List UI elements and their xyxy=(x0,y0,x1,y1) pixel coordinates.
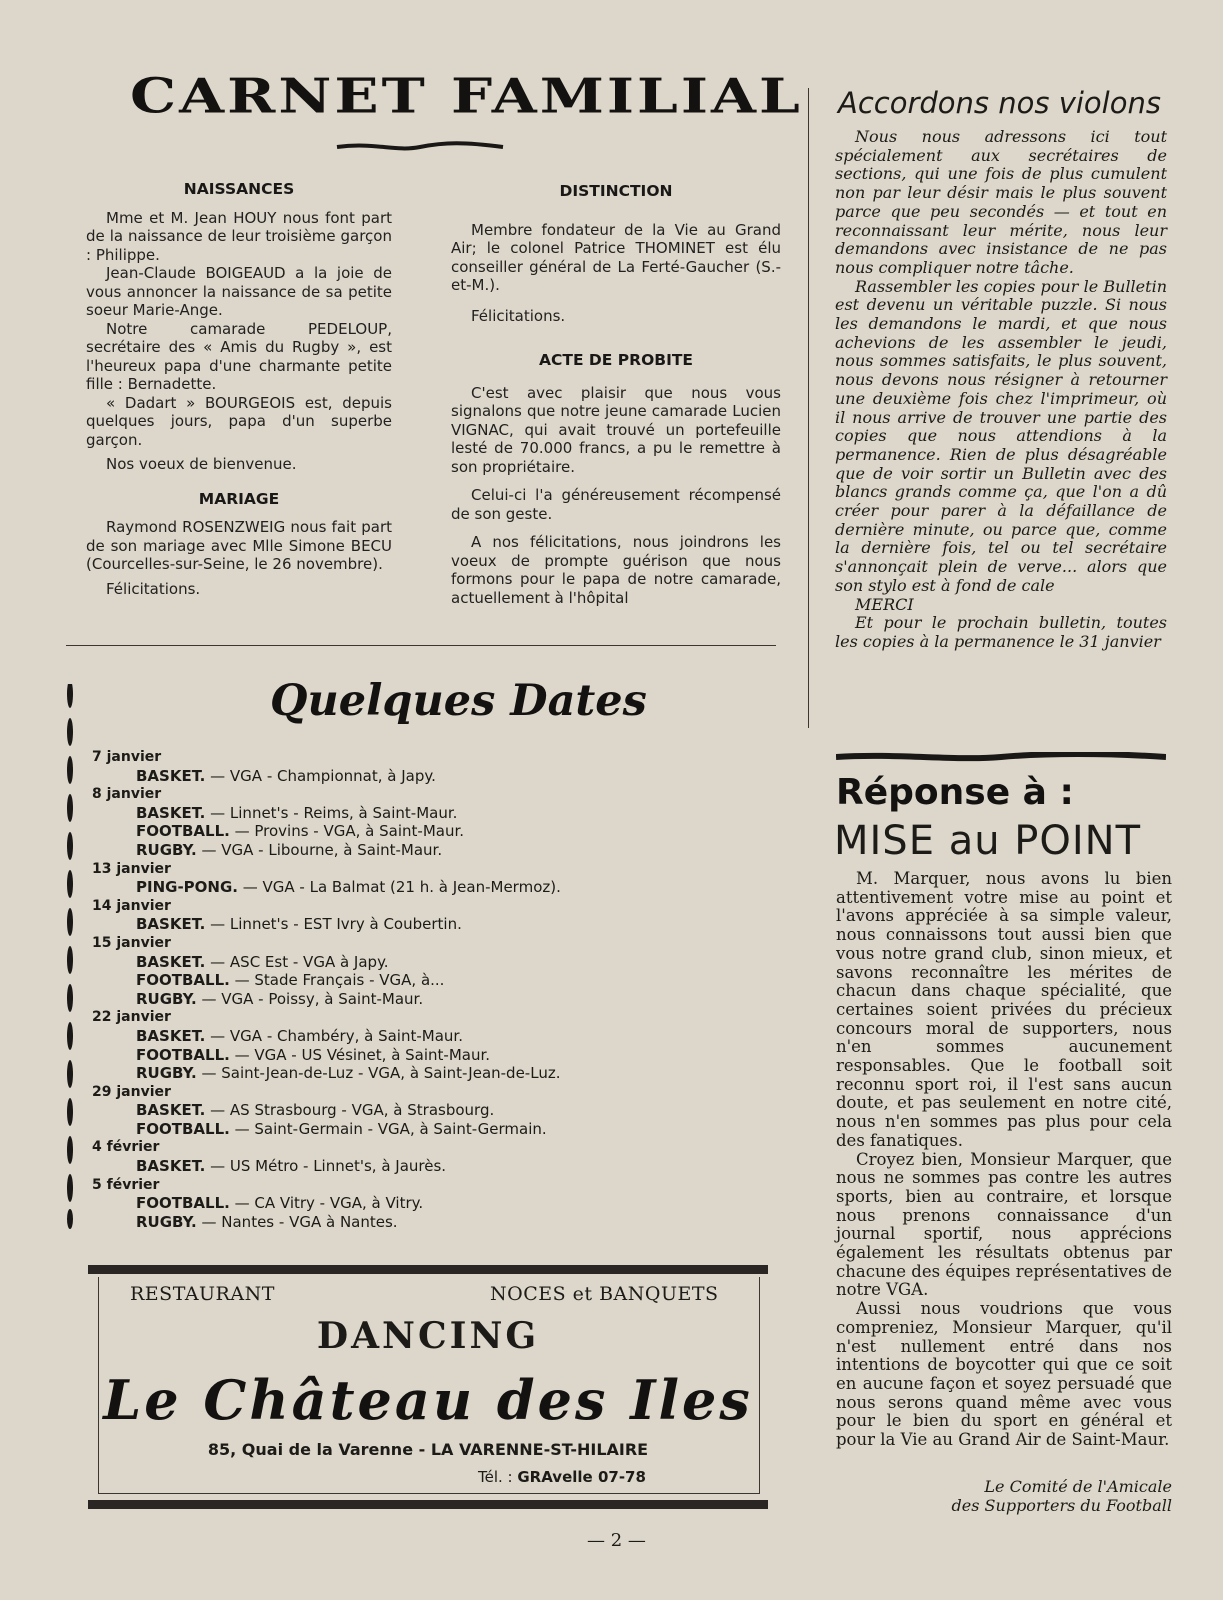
event-detail: — Linnet's - Reims, à Saint-Maur. xyxy=(205,803,458,822)
violons-paragraph: Rassembler les copies pour le Bulletin est devenu un véritable puzzle. Si nous les demandons le mardi, et que nous achevions de les assembler le jeudi, nous sommes satisfaits, le plus souvent, nous devons nous résigner à retourner une deuxième fois chez l'imprimeur, où il nous arrive de trouver une partie des copies que nous attendions à la permanence. Rien de plus désagréable que de voir sortir un Bulletin avec des blancs grands comme ça, que l'on a dû créer pour parer à la défaillance de dernière minute, ou parce que, comme la dernière fois, tel ou tel secrétaire s'annonçait plein de verve... alors que son stylo est à fond de cale xyxy=(835,276,1167,595)
schedule-date: 22 janvier xyxy=(92,1009,171,1026)
event-detail: — Provins - VGA, à Saint-Maur. xyxy=(229,822,465,841)
event-detail: — VGA - US Vésinet, à Saint-Maur. xyxy=(229,1045,491,1064)
ad-phone xyxy=(478,1468,646,1486)
column-divider xyxy=(808,88,809,728)
mariage-heading: MARIAGE xyxy=(198,489,280,508)
schedule-date: 29 janvier xyxy=(92,1083,171,1100)
schedule-event xyxy=(92,841,712,860)
event-sport: BASKET. xyxy=(136,1157,206,1176)
reponse-paragraph: Aussi nous voudrions que vous compreniez, Monsieur Marquer, qu'il n'est nullement entré dans nos intentions de boycotter qui que ce soit en aucune façon et soyez persuadé que nous serons quand même avec vous pour le bien du sport en général et pour la Vie au Grand Air de Saint-Maur. xyxy=(836,1299,1172,1450)
page-number: — 2 — xyxy=(587,1530,646,1551)
violons-merci: MERCI xyxy=(855,594,914,614)
schedule-date: 5 février xyxy=(92,1176,160,1193)
event-sport: FOOTBALL. xyxy=(136,1045,230,1064)
schedule-date: 15 janvier xyxy=(92,934,171,951)
event-detail: — Stade Français - VGA, à... xyxy=(229,971,445,990)
distinction-paragraph: Félicitations. xyxy=(471,306,566,325)
event-detail: — VGA - Poissy, à Saint-Maur. xyxy=(196,989,424,1008)
reponse-paragraph: Croyez bien, Monsieur Marquer, que nous ne sommes pas contre les autres sports, bien au contraire, et lorsque nous prenons connaissance d'un journal sportif, nous apprécions également les résultats obtenus par chacune des équipes représentatives de notre VGA. xyxy=(836,1149,1172,1300)
schedule-event xyxy=(92,971,712,990)
naissance-paragraph: Mme et M. Jean HOUY nous font part de la naissance de leur troisième garçon : Philippe. xyxy=(86,208,392,264)
event-detail: — VGA - Libourne, à Saint-Maur. xyxy=(196,840,443,859)
event-detail: — Saint-Jean-de-Luz - VGA, à Saint-Jean-de-Luz. xyxy=(196,1064,561,1083)
schedule-event xyxy=(92,1046,712,1065)
violons-paragraph: Nous nous adressons ici tout spécialement aux secrétaires de sections, qui une fois de plus cumulent non par leur désir mais le plus souvent parce que peu secondés — et tout en reconnaissant leur mérite, nous leur demandons avec insistance de ne pas nous compliquer notre tâche. xyxy=(835,127,1167,277)
probite-heading: ACTE DE PROBITE xyxy=(539,351,693,369)
probite-paragraph: Celui-ci l'a généreusement récompensé de son geste. xyxy=(451,486,781,523)
event-detail: — US Métro - Linnet's, à Jaurès. xyxy=(205,1157,447,1176)
event-sport: FOOTBALL. xyxy=(136,971,230,990)
schedule-event xyxy=(92,878,712,897)
signature-line: des Supporters du Football xyxy=(951,1495,1172,1515)
section-divider xyxy=(66,645,776,646)
schedule-date: 8 janvier xyxy=(92,786,162,803)
probite-paragraph: C'est avec plaisir que nous vous signalons que notre jeune camarade Lucien VIGNAC, qui avait trouvé un portefeuille lesté de 70.000 francs, a pu le remettre à son propriétaire. xyxy=(451,383,781,476)
event-sport: BASKET. xyxy=(136,1101,206,1120)
event-detail: — ASC Est - VGA à Japy. xyxy=(205,952,389,971)
schedule-event xyxy=(92,804,712,823)
event-sport: BASKET. xyxy=(136,915,206,934)
event-detail: — VGA - La Balmat (21 h. à Jean-Mermoz). xyxy=(237,878,561,897)
event-sport: PING-PONG. xyxy=(136,878,238,897)
event-sport: BASKET. xyxy=(136,1026,206,1045)
title-swash-ornament xyxy=(335,140,505,154)
event-sport: FOOTBALL. xyxy=(136,1194,230,1213)
schedule-event xyxy=(92,990,712,1009)
event-detail: — Saint-Germain - VGA, à Saint-Germain. xyxy=(229,1119,547,1138)
schedule-event xyxy=(92,767,712,786)
schedule-event xyxy=(92,1101,712,1120)
ad-address: 85, Quai de la Varenne - LA VARENNE-ST-HILAIRE xyxy=(207,1440,649,1459)
decorative-margin-marks xyxy=(64,684,76,1229)
right-column-bar-ornament xyxy=(836,752,1166,762)
naissance-paragraph: Notre camarade PEDELOUP, secrétaire des « Amis du Rugby », est l'heureux papa d'une charmante petite fille : Bernadette. xyxy=(86,319,392,393)
event-detail: — VGA - Chambéry, à Saint-Maur. xyxy=(205,1026,463,1045)
violons-title: Accordons nos violons xyxy=(838,86,1161,120)
naissances-heading: NAISSANCES xyxy=(183,180,295,198)
ad-top-bar xyxy=(88,1265,768,1274)
event-detail: — AS Strasbourg - VGA, à Strasbourg. xyxy=(205,1101,495,1120)
event-sport: BASKET. xyxy=(136,803,206,822)
probite-paragraph: A nos félicitations, nous joindrons les voeux de prompte guérison que nous formons pour le papa de notre camarade, actuellement à l'hôpital xyxy=(451,533,781,607)
quelques-dates-title: Quelques Dates xyxy=(270,676,647,726)
ad-venue-name: Le Château des Iles xyxy=(103,1368,753,1432)
event-detail: — Linnet's - EST Ivry à Coubertin. xyxy=(205,915,462,934)
ad-noces-label: NOCES et BANQUETS xyxy=(490,1283,719,1305)
event-detail: — Nantes - VGA à Nantes. xyxy=(196,1212,398,1231)
distinction-heading: DISTINCTION xyxy=(559,182,673,200)
schedule-date: 13 janvier xyxy=(92,860,171,877)
mariage-paragraph: Félicitations. xyxy=(106,579,201,598)
event-sport: BASKET. xyxy=(136,766,206,785)
distinction-paragraph: Membre fondateur de la Vie au Grand Air; le colonel Patrice THOMINET est élu conseiller général de La Ferté-Gaucher (S.-et-M.). xyxy=(451,220,781,294)
naissance-paragraph: Jean-Claude BOIGEAUD a la joie de vous annoncer la naissance de sa petite soeur Marie-Ange. xyxy=(86,264,392,319)
schedule-date: 4 février xyxy=(92,1139,160,1156)
schedule-date: 7 janvier xyxy=(92,749,162,765)
violons-article xyxy=(835,128,1167,652)
reponse-title: Réponse à : xyxy=(836,772,1074,813)
ad-phone-label: Tél. : xyxy=(478,1468,518,1486)
ad-restaurant-label: RESTAURANT xyxy=(130,1283,275,1305)
dates-schedule xyxy=(92,748,712,1231)
schedule-event xyxy=(92,1027,712,1046)
event-sport: BASKET. xyxy=(136,952,206,971)
naissance-paragraph: Nos voeux de bienvenue. xyxy=(106,455,297,473)
event-sport: RUGBY. xyxy=(136,1212,197,1231)
event-sport: RUGBY. xyxy=(136,989,197,1008)
naissance-paragraph: « Dadart » BOURGEOIS est, depuis quelques jours, papa d'un superbe garçon. xyxy=(86,393,392,449)
signature-line: Le Comité de l'Amicale xyxy=(984,1477,1172,1496)
schedule-event xyxy=(92,1194,712,1213)
event-sport: RUGBY. xyxy=(136,1064,197,1083)
event-sport: FOOTBALL. xyxy=(136,822,230,841)
schedule-event xyxy=(92,1064,712,1083)
mariage-paragraph: Raymond ROSENZWEIG nous fait part de son mariage avec Mlle Simone BECU (Courcelles-sur-Seine, le 26 novembre). xyxy=(86,518,392,573)
schedule-event xyxy=(92,1213,712,1232)
mise-au-point-title: MISE au POINT xyxy=(834,818,1142,864)
schedule-date: 14 janvier xyxy=(92,897,171,914)
ad-dancing-label: DANCING xyxy=(316,1315,540,1357)
event-sport: FOOTBALL. xyxy=(136,1119,230,1138)
reponse-article xyxy=(836,870,1172,1450)
event-sport: RUGBY. xyxy=(136,840,197,859)
reponse-paragraph: M. Marquer, nous avons lu bien attentivement votre mise au point et l'avons appréciée à sa simple valeur, nous connaissons tout aussi bien que vous notre grand club, sinon mieux, et savons reconnaître les mérites de chacun dans chaque spécialité, que certaines soient privées du précieux concours moral de supporters, nous n'en sommes aucunement responsables. Que le football soit reconnu sport roi, il l'est sans aucun doute, et pas seulement en notre cité, nous n'en sommes pas plus pour cela des fanatiques. xyxy=(836,869,1172,1150)
family-left-column xyxy=(86,180,392,598)
schedule-event xyxy=(92,953,712,972)
violons-closing: Et pour le prochain bulletin, toutes les copies à la permanence le 31 janvier xyxy=(835,613,1167,651)
ad-bottom-bar xyxy=(88,1500,768,1509)
schedule-event xyxy=(92,822,712,841)
ad-phone-number: GRAvelle 07-78 xyxy=(517,1468,646,1486)
event-detail: — CA Vitry - VGA, à Vitry. xyxy=(229,1194,424,1213)
event-detail: — VGA - Championnat, à Japy. xyxy=(205,766,436,785)
family-right-column xyxy=(451,182,781,607)
reponse-signature xyxy=(900,1478,1172,1515)
carnet-familial-title: CARNET FAMILIAL xyxy=(130,68,803,124)
schedule-event xyxy=(92,1157,712,1176)
schedule-event xyxy=(92,1120,712,1139)
schedule-event xyxy=(92,915,712,934)
